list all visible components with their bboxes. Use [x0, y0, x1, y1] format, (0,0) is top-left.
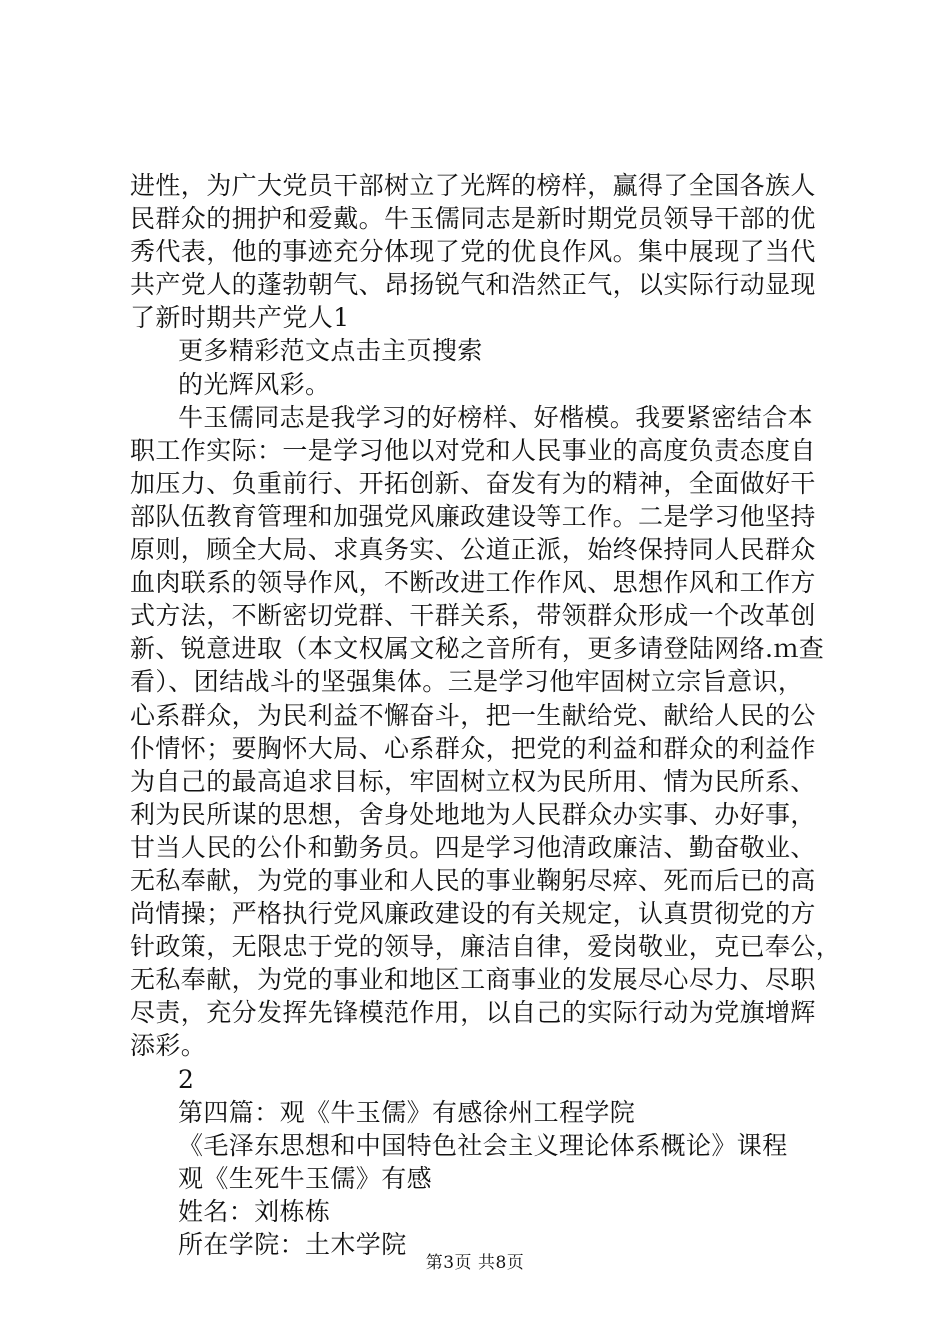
text-line: 第四篇：观《牛玉儒》有感徐州工程学院	[178, 1097, 636, 1127]
text-line: 部队伍教育管理和加强党风廉政建设等工作。二是学习他坚持	[130, 501, 816, 531]
text-line: 进性，为广大党员干部树立了光辉的榜样，赢得了全国各族人	[130, 171, 816, 200]
text-line: 利为民所谋的思想，舍身处地地为人民群众办实事、办好事，	[130, 799, 816, 829]
text-line: 心系群众，为民利益不懈奋斗，把一生献给党、献给人民的公	[130, 700, 816, 730]
text-line: 姓名：刘栋栋	[178, 1196, 331, 1226]
text-line: 看）、团结战斗的坚强集体。三是学习他牢固树立宗旨意识，	[130, 667, 804, 697]
text-line: 原则，顾全大局、求真务实、公道正派，始终保持同人民群众	[130, 535, 816, 565]
text-line: 更多精彩范文点击主页搜索	[178, 336, 483, 366]
text-line: 加压力、负重前行、开拓创新、奋发有为的精神，全面做好干	[130, 468, 816, 498]
text-line: 尚情操；严格执行党风廉政建设的有关规定，认真贯彻党的方	[130, 899, 816, 929]
text-line: 秀代表，他的事迹充分体现了党的优良作风。集中展现了当代	[130, 237, 816, 267]
text-line: 共产党人的蓬勃朝气、昂扬锐气和浩然正气，以实际行动显现	[130, 270, 816, 300]
text-line: 民群众的拥护和爱戴。牛玉儒同志是新时期党员领导干部的优	[130, 204, 816, 234]
text-line: 牛玉儒同志是我学习的好榜样、好楷模。我要紧密结合本	[178, 402, 814, 432]
text-line: 添彩。	[130, 1031, 207, 1061]
page-footer: 第3页 共8页	[425, 1253, 525, 1273]
text-line: 血肉联系的领导作风，不断改进工作作风、思想作风和工作方	[130, 568, 816, 598]
text-line: 无私奉献，为党的事业和地区工商事业的发展尽心尽力、尽职	[130, 965, 816, 995]
text-line: 甘当人民的公仆和勤务员。四是学习他清政廉洁、勤奋敬业、	[130, 832, 816, 862]
text-line: 新、锐意进取（本文权属文秘之音所有，更多请登陆网络.ｍ查	[130, 634, 825, 664]
text-line: 的光辉风彩。	[178, 369, 331, 399]
text-line: 仆情怀；要胸怀大局、心系群众，把党的利益和群众的利益作	[130, 733, 816, 763]
text-line: 观《生死牛玉儒》有感	[178, 1163, 433, 1193]
text-line: 为自己的最高追求目标，牢固树立权为民所用、情为民所系、	[130, 766, 816, 796]
text-line: 所在学院：土木学院	[178, 1230, 407, 1259]
text-line: 针政策，无限忠于党的领导，廉洁自律，爱岗敬业，克已奉公，	[130, 932, 842, 962]
document-body	[130, 169, 842, 1261]
text-line: 式方法，不断密切党群、干群关系，带领群众形成一个改革创	[130, 601, 816, 631]
text-line: 《毛泽东思想和中国特色社会主义理论体系概论》课程	[178, 1130, 788, 1160]
text-line: 了新时期共产党人1	[130, 303, 350, 333]
text-line: 职工作实际：一是学习他以对党和人民事业的高度负责态度自	[130, 435, 816, 465]
text-line: 无私奉献，为党的事业和人民的事业鞠躬尽瘁、死而后已的高	[130, 865, 816, 895]
text-line: 2	[178, 1064, 195, 1094]
text-line: 尽责，充分发挥先锋模范作用，以自己的实际行动为党旗增辉	[130, 998, 816, 1028]
